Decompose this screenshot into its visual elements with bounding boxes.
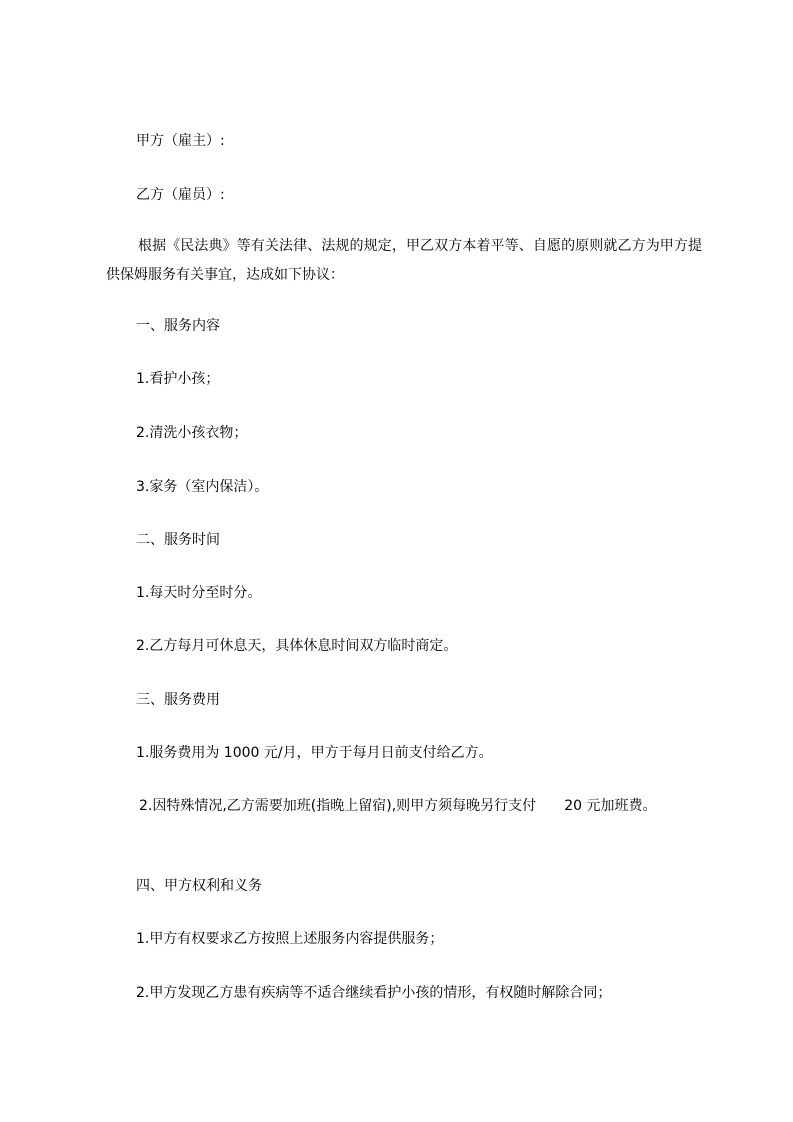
intro-paragraph: 根据《民法典》等有关法律、法规的规定，甲乙双方本着平等、自愿的原则就乙方为甲方提供保姆服务有关事宜，达成如下协议： — [106, 238, 702, 283]
list-item: 1.看护小孩； — [136, 371, 220, 387]
overtime-fee-text: 2.因特殊情况,乙方需要加班(指晚上留宿),则甲方须每晚另行支付 — [139, 798, 537, 814]
list-item: 2.甲方发现乙方患有疾病等不适合继续看护小孩的情形，有权随时解除合同； — [136, 985, 612, 1001]
overtime-fee-paragraph — [106, 792, 702, 821]
list-item: 1.服务费用为 1000 元/月，甲方于每月日前支付给乙方。 — [136, 745, 493, 761]
list-item: 3.家务（室内保洁）。 — [136, 479, 269, 495]
section-heading-service-time: 二、服务时间 — [136, 532, 220, 548]
party-b-label: 乙方（雇员）: — [136, 187, 225, 203]
list-item: 2.清洗小孩衣物； — [136, 425, 248, 441]
section-heading-party-a-rights: 四、甲方权利和义务 — [136, 878, 262, 894]
section-heading-service-fee: 三、服务费用 — [136, 692, 220, 708]
list-item: 2.乙方每月可休息天，具体休息时间双方临时商定。 — [136, 638, 458, 654]
section-heading-service-content: 一、服务内容 — [136, 318, 220, 334]
party-a-label: 甲方（雇主）: — [136, 133, 225, 149]
list-item: 1.每天时分至时分。 — [136, 585, 262, 601]
list-item: 1.甲方有权要求乙方按照上述服务内容提供服务； — [136, 931, 444, 947]
overtime-fee-amount: 20 元加班费。 — [564, 798, 657, 814]
